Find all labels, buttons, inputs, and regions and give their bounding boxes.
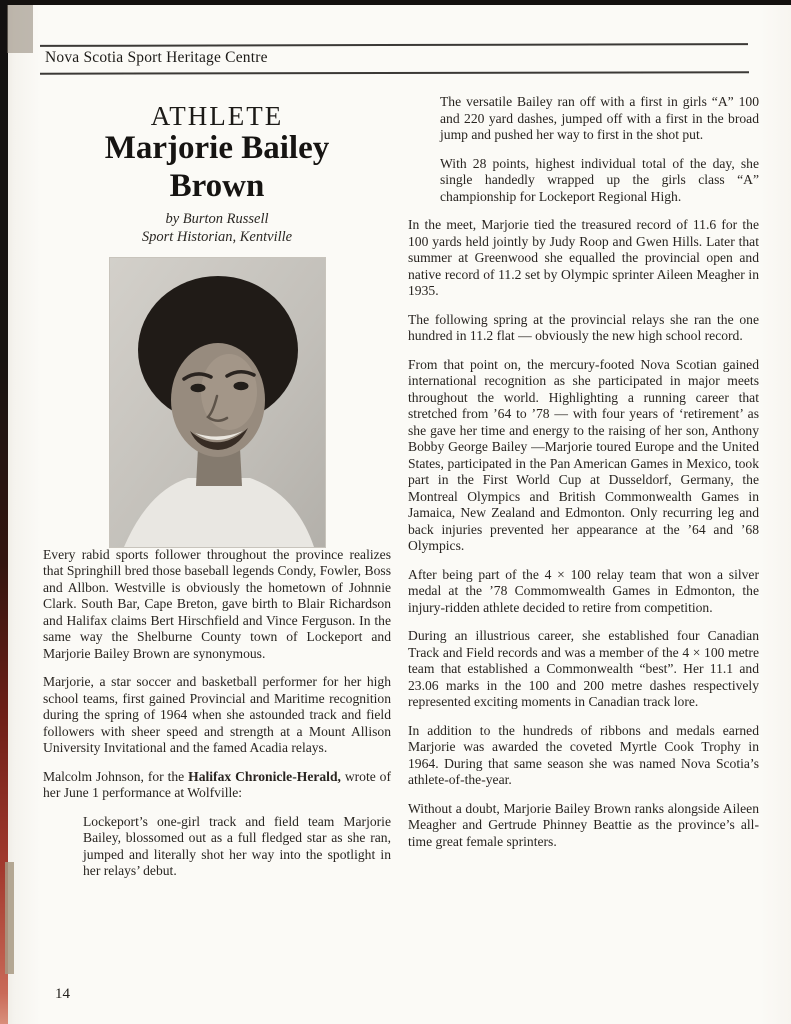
article-kicker: ATHLETE — [150, 101, 284, 131]
scan-artifact-bottom — [5, 862, 14, 974]
article-title-line1: Marjorie Bailey — [104, 129, 330, 166]
paragraph-text: wrote of her June 1 performance at Wolfville: — [43, 768, 392, 800]
header-rule-bottom — [40, 71, 749, 74]
right-column — [408, 94, 759, 862]
header-rule-top — [40, 43, 748, 47]
left-column — [43, 94, 391, 892]
block-quote: Lockeport’s one-girl track and field team Marjorie Bailey, blossomed out as a full fledged star as she ran, jumped and literally shot her way into the spotlight in her relays’ debut. — [83, 813, 391, 878]
newspaper-name: Halifax Chronicle-Herald, — [188, 768, 341, 784]
paragraph: During an illustrious career, she established four Canadian Track and Field records and was a member of the 4 × 100 metre team that established a Commonwealth “best”. Her 11.1 and 23.06 marks in the 100 and 200 metre dashes respectively represented exciting moments in Canadian track lore. — [408, 628, 759, 709]
paragraph: In addition to the hundreds of ribbons and medals earned Marjorie was awarded the coveted Myrtle Cook Trophy in 1964. During that same season she was named Nova Scotia’s athlete-of-the-year. — [408, 722, 759, 787]
scan-edge-top — [0, 0, 791, 5]
portrait-photo — [110, 258, 325, 547]
article-title-line2: Brown — [169, 167, 265, 204]
byline-author: by Burton Russell — [165, 210, 269, 227]
paragraph: From that point on, the mercury-footed Nova Scotian gained international recognition as she participated in major meets throughout the world. Highlighting a running career that stretched from ’64 to ’78 — with four years of ‘retirement’ as she gave her time and energy to the raising of her son, Anthony Bobby George Bailey —Marjorie toured Europe and the United States, participated in the Pan American Games in Mexico, took part in the First World Cup at Dusseldorf, Germany, the Montreal Olympics and British Commonwealth Games in Jamaica, New Zealand and Edmonton. Only recurring leg and back injuries prevented her appearance at the ’64 and ’68 Olympics. — [408, 356, 759, 553]
article-title — [43, 129, 391, 205]
masthead-title: Nova Scotia Sport Heritage Centre — [45, 49, 268, 66]
paragraph-with-bold-citation — [43, 769, 391, 802]
paragraph: After being part of the 4 × 100 relay team that won a silver medal at the ’78 Commomwealth Games in Edmonton, the injury-ridden athlete decided to retire from competition. — [408, 566, 759, 615]
paragraph: In the meet, Marjorie tied the treasured record of 11.6 for the 100 yards held jointly by Judy Roop and Gwen Hills. Later that summer at Greenwood she equalled the provincial open and native record of 11.2 set by Olympic sprinter Aileen Meagher in 1935. — [408, 217, 759, 298]
article-byline — [43, 210, 391, 246]
byline-role: Sport Historian, Kentville — [141, 228, 293, 245]
scan-artifact-top — [7, 5, 33, 53]
paragraph: Without a doubt, Marjorie Bailey Brown ranks alongside Aileen Meagher and Gertrude Phinney Beattie as the province’s all-time great female sprinters. — [408, 800, 759, 849]
paragraph-text: Malcolm Johnson, for the — [43, 768, 189, 784]
block-quote: With 28 points, highest individual total of the day, she single handedly wrapped up the girls class “A” championship for Lockeport Regional High. — [440, 155, 759, 204]
paragraph: Every rabid sports follower throughout the province realizes that Springhill bred those baseball legends Condy, Fowler, Boss and Allbon. Westville is obviously the hometown of Johnnie Clark. South Bar, Cape Breton, gave birth to Blair Richardson and Halifax claims Bert Hirschfield and Vince Ferguson. In the same way the Shelburne County town of Lockeport and Marjorie Bailey Brown are synonymous. — [43, 546, 391, 661]
paragraph: The following spring at the provincial relays she ran the one hundred in 11.2 flat — obviously the new high school record. — [408, 311, 759, 343]
paragraph: Marjorie, a star soccer and basketball performer for her high school teams, first gained Provincial and Maritime recognition during the spring of 1964 when she astounded track and field followers with sheer speed and strength at a Mount Allison University Invitational and the famed Acadia relays. — [43, 674, 391, 755]
block-quote: The versatile Bailey ran off with a first in girls “A” 100 and 220 yard dashes, jumped off with a first in the broad jump and pushed her way to first in the shot put. — [440, 94, 759, 142]
page-number: 14 — [55, 986, 70, 1002]
